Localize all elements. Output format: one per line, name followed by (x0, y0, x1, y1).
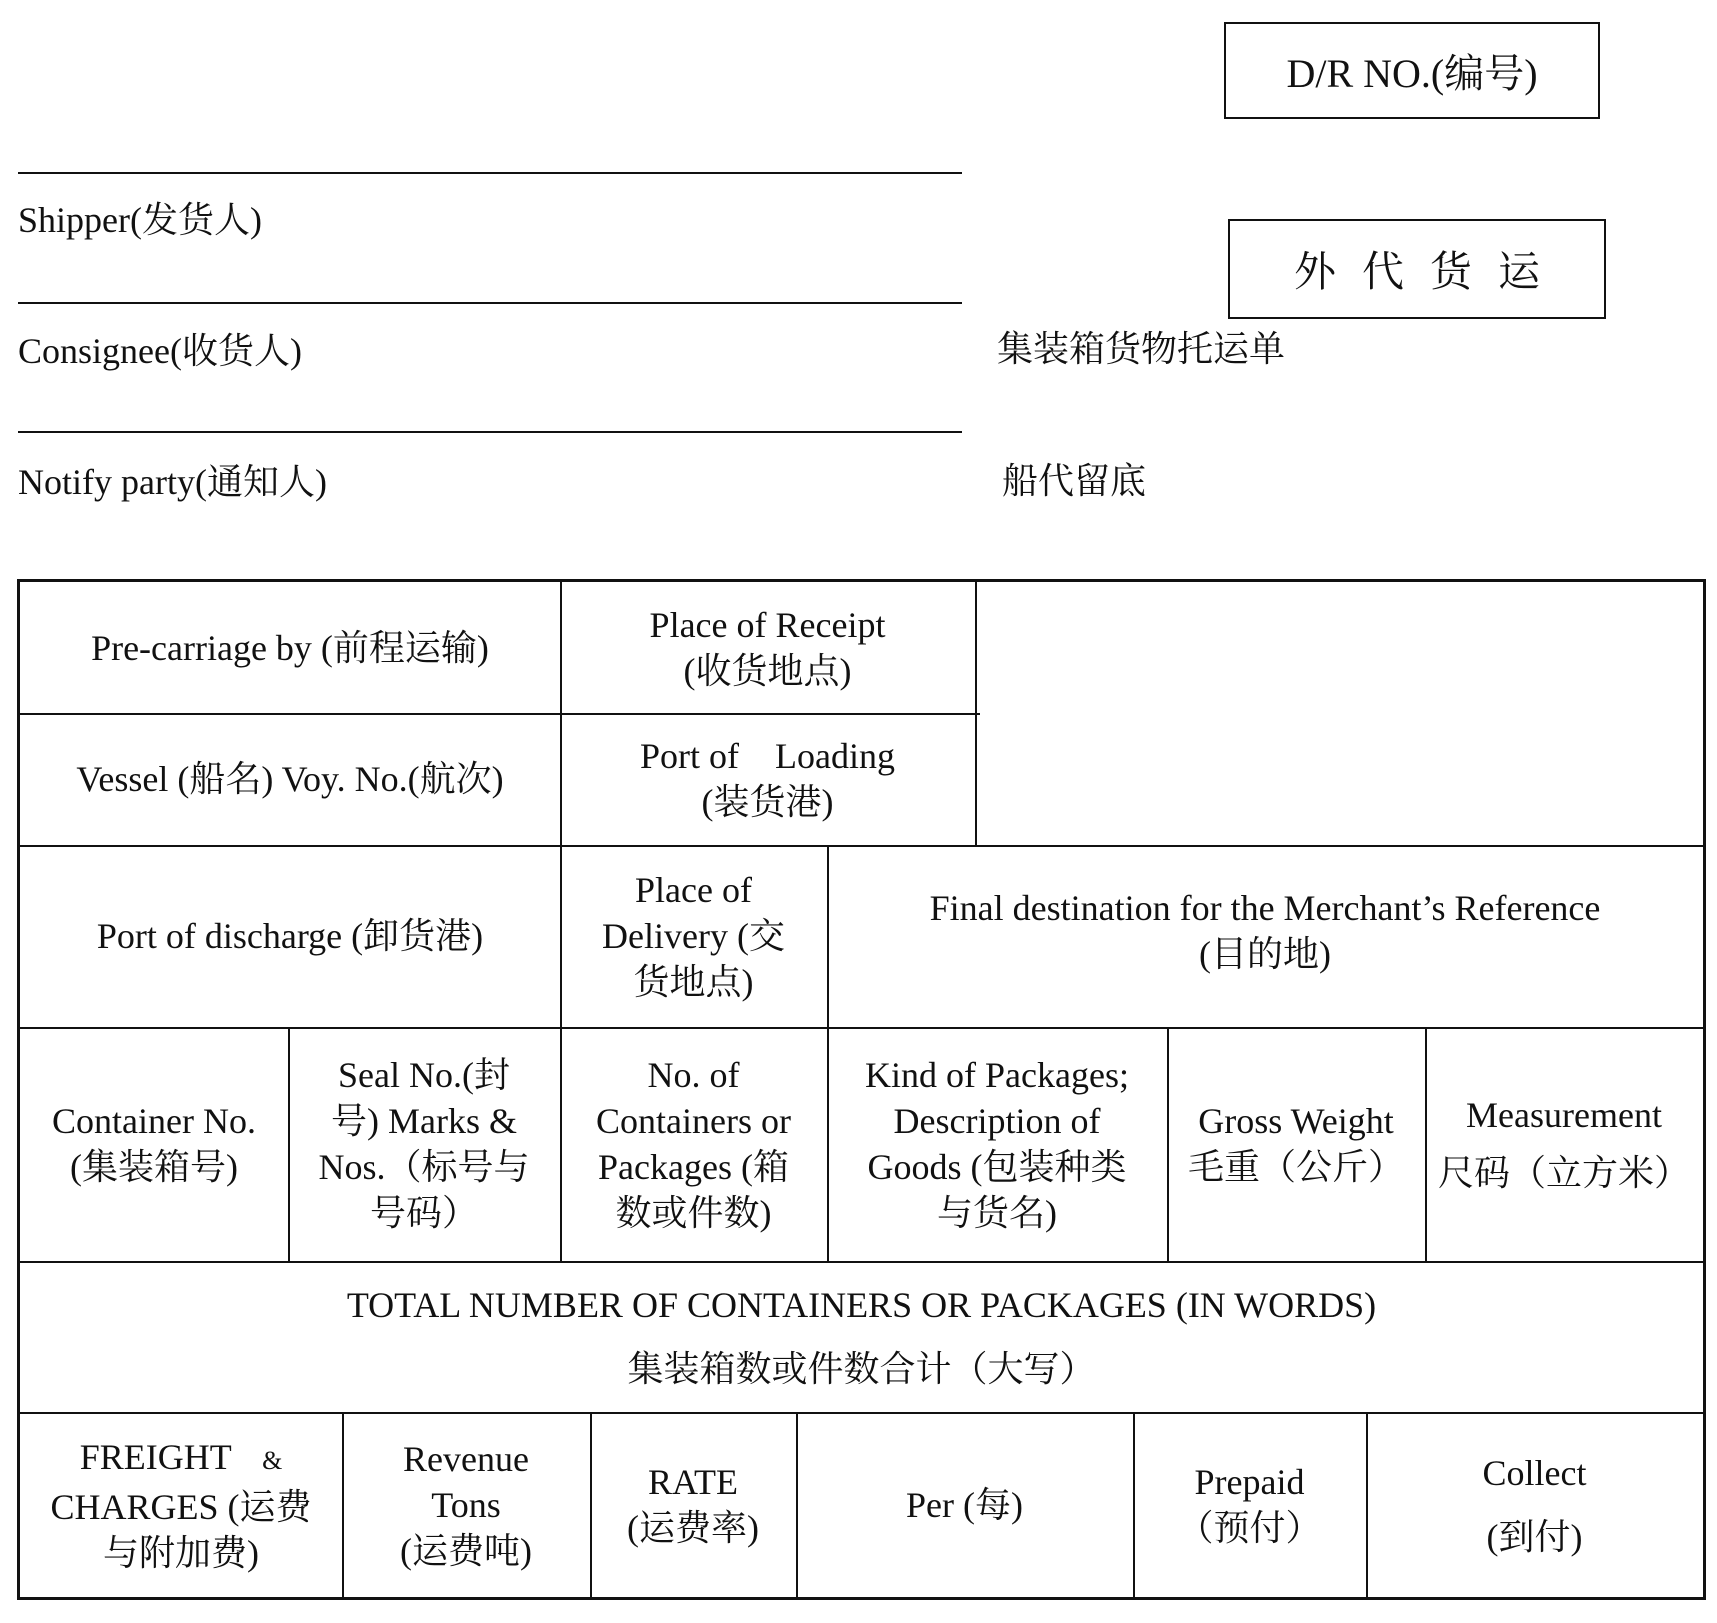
gross-weight-label: Gross Weight (1198, 1101, 1394, 1141)
measurement-label-cn: 尺码（立方米） (1437, 1153, 1690, 1193)
container-no-cell (20, 1027, 288, 1261)
place-of-delivery-line3: 货地点) (633, 962, 754, 1002)
number-of-containers-line2: Containers or (596, 1101, 791, 1141)
rate-label: RATE (647, 1461, 738, 1502)
number-of-containers-line3: Packages (箱 (598, 1147, 789, 1187)
number-of-containers-cell (560, 1027, 827, 1261)
measurement-cell (1425, 1027, 1703, 1261)
total-packages-cell (20, 1261, 1703, 1412)
revenue-tons-label-cn: (运费吨) (400, 1530, 532, 1571)
freight-label: FREIGHT (79, 1436, 232, 1477)
document-title: 集装箱货物托运单 (997, 329, 1286, 369)
seal-line2: 号) Marks & (331, 1101, 517, 1141)
kind-of-packages-line2: Description of (893, 1101, 1101, 1141)
charges-label: CHARGES (运费 (50, 1486, 312, 1527)
seal-line4: 号码） (369, 1193, 478, 1233)
shipper-line (18, 172, 962, 174)
notify-line (18, 431, 962, 433)
kind-of-packages-line1: Kind of Packages; (865, 1055, 1129, 1095)
port-of-discharge-label: Port of discharge (卸货港) (96, 916, 484, 956)
consignee-label: Consignee(收货人) (18, 331, 302, 371)
port-of-loading-label-cn: (装货港) (701, 782, 834, 822)
vessel-label: Vessel (船名) Voy. No.(航次) (76, 759, 504, 799)
agent-box (1228, 219, 1606, 319)
gross-weight-label-cn: 毛重（公斤） (1187, 1147, 1404, 1187)
ampersand-label: & (262, 1445, 283, 1475)
pre-carriage-label: Pre-carriage by (前程运输) (91, 627, 489, 668)
kind-of-packages-line3: Goods (包装种类 (867, 1147, 1127, 1187)
port-of-loading-cell (560, 713, 975, 845)
place-of-delivery-cell (560, 845, 827, 1027)
measurement-label: Measurement (1466, 1095, 1662, 1135)
dr-number-box (1224, 22, 1600, 119)
port-of-loading-label: Port of Loading (640, 736, 895, 776)
per-cell (796, 1412, 1133, 1597)
charges-label-cn: 与附加费) (103, 1532, 259, 1573)
tons-label: Tons (431, 1484, 501, 1525)
notify-label: Notify party(通知人) (18, 462, 327, 502)
collect-cell (1366, 1412, 1703, 1597)
agent-label: 外代货运 (1293, 250, 1566, 296)
final-destination-label-cn: (目的地) (1199, 934, 1331, 974)
revenue-tons-cell (342, 1412, 590, 1597)
vessel-cell (20, 713, 560, 845)
gross-weight-cell (1167, 1027, 1425, 1261)
kind-of-packages-line4: 与货名) (937, 1193, 1057, 1233)
container-no-label: Container No. (52, 1101, 256, 1141)
prepaid-cell (1133, 1412, 1366, 1597)
kind-of-packages-cell (827, 1027, 1167, 1261)
number-of-containers-line4: 数或件数) (615, 1193, 772, 1233)
prepaid-label-cn: （预付） (1177, 1507, 1322, 1548)
shipper-label: Shipper(发货人) (18, 200, 262, 240)
collect-label: Collect (1482, 1452, 1587, 1493)
prepaid-label: Prepaid (1194, 1461, 1305, 1502)
place-of-delivery-line1: Place of (635, 870, 752, 910)
grid-line (975, 582, 977, 845)
port-of-discharge-cell (20, 845, 560, 1027)
collect-label-cn: (到付) (1486, 1516, 1583, 1557)
place-of-receipt-label: Place of Receipt (649, 604, 886, 645)
consignee-line (18, 302, 962, 304)
per-label: Per (每) (906, 1484, 1023, 1525)
seal-line1: Seal No.(封 (338, 1055, 510, 1095)
pre-carriage-cell (20, 582, 560, 713)
place-of-receipt-label-cn: (收货地点) (683, 650, 852, 691)
total-packages-label-cn: 集装箱数或件数合计（大写） (627, 1348, 1096, 1389)
place-of-delivery-line2: Delivery (交 (602, 916, 785, 956)
dr-number-label: D/R NO.(编号) (1286, 51, 1538, 96)
seal-marks-cell (288, 1027, 560, 1261)
number-of-containers-line1: No. of (647, 1055, 740, 1095)
rate-cell (590, 1412, 796, 1597)
seal-line3: Nos.（标号与 (318, 1147, 530, 1187)
freight-charges-cell (20, 1412, 342, 1597)
place-of-receipt-cell (560, 582, 975, 713)
final-destination-cell (827, 845, 1703, 1027)
final-destination-label: Final destination for the Merchant’s Reference (929, 888, 1601, 928)
revenue-label: Revenue (403, 1438, 529, 1479)
shipping-order-table (17, 579, 1706, 1600)
container-no-label-cn: (集装箱号) (70, 1147, 238, 1187)
rate-label-cn: (运费率) (627, 1507, 759, 1548)
total-packages-label: TOTAL NUMBER OF CONTAINERS OR PACKAGES (IN WORDS) (346, 1284, 1377, 1325)
copy-note: 船代留底 (1002, 461, 1147, 501)
